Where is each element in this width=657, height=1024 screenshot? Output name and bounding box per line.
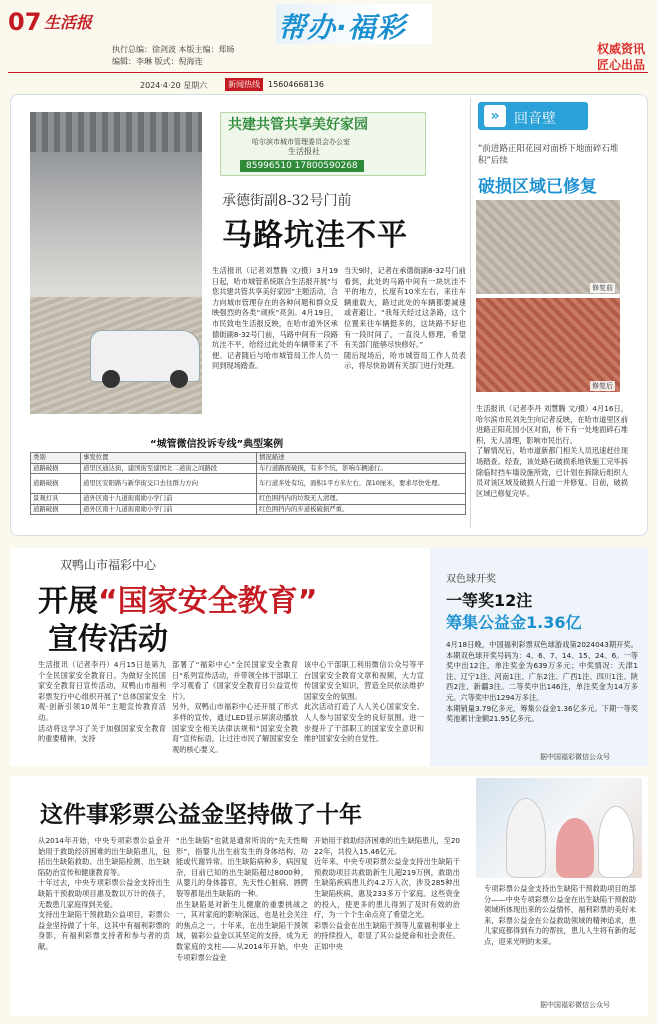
lottery-body: 4月18日晚，中国福利彩票双色球游戏第2024043期开奖。本期双色球开奖号码为：4、6、7、14、15、24、6。一等奖中出12注，单注奖金为639万多元；中奖情况：天津1注、辽宁1注、河南1注、广东2注、广西1注、四川1注、陕西2注、新疆3注。二等奖中出146注，单注奖金为14万多元。六等奖中出1294万多注。 本期销量3.79亿多元，筹集公益金1.36亿多元。下期一等奖奖池累计金额21.95亿多元。 <box>446 640 638 724</box>
table-cell: 景观灯具 <box>31 494 81 505</box>
lottery-headline-1: 一等奖12注 <box>446 591 533 610</box>
story2-headline-pre: 开展 <box>38 584 98 619</box>
editors-line-2: 编辑：李琳 版式：倪海连 <box>112 57 203 66</box>
story3-column-3: 开始用于救助经济困难的出生缺陷患儿，至2022年，共投入15.46亿元。 近年来，中央专项彩票公益金支持出生缺陷干预救助项目共救助新生儿超219万例，救助出生缺陷疾病患儿约4.2万人次，涉及285种出生缺陷疾病，惠及233多万个家庭。这些资金的投入，使更多的患儿得到了及时有效的治疗，为一个个生命点亮了希望之光。 彩票公益金在出生缺陷干预等儿童福利事业上的持续投入，彰显了其公益使命和社会责任。正如中央 <box>314 836 460 951</box>
campaign-logo-sub: 生活报社 <box>288 147 320 156</box>
table-cell: 道路破损 <box>31 474 81 494</box>
before-repair-caption: 修复前 <box>592 284 613 292</box>
editors-line-1: 执行总编：徐剑波 本版主编：郑旸 <box>112 45 235 54</box>
table-cell: 道外区南十九道街南勋小学门前 <box>81 504 257 515</box>
paper-name: 生活报 <box>44 13 93 32</box>
after-repair-caption: 修复后 <box>592 382 613 390</box>
table-header: 情况描述 <box>257 453 466 464</box>
review-kicker: “前进路正阳花园对面桥下地面碎石堆积”后续 <box>478 144 619 166</box>
slogan-line-1: 权威资讯 <box>596 42 645 56</box>
page-number: 07 <box>8 8 42 36</box>
table-row <box>31 474 466 494</box>
before-repair-photo <box>476 200 620 294</box>
campaign-logo-title: 共建共管共享美好家园 <box>228 117 368 133</box>
double-chevron-icon: » <box>484 105 506 127</box>
table-header-row <box>31 453 466 464</box>
table-cell: 道里区通达街，建国街至建国北二道街之间路段 <box>81 463 257 474</box>
table-cell: 红色围挡内的垃圾无人清理。 <box>257 494 466 505</box>
story3-column-1: 从2014年开始，中央专项彩票公益金开始用于救助经济困难的出生缺陷患儿，包括出生缺陷救助、出生缺陷检测、出生缺陷防治宣传和健康教育等。 十年过去，中央专项彩票公益金支持出生缺陷干预救助项目惠及数以万计的孩子，无数患儿家庭得到关爱。 支持出生缺陷干预救助公益项目，彩票公益金坚持做了十年，这其中有福利彩票的身影，有福利彩票支持者和参与者的贡献。 <box>38 836 170 951</box>
table-row <box>31 504 466 515</box>
table-row <box>31 494 466 505</box>
masthead-rule <box>8 72 648 73</box>
story2-column-2: 部署了“福彩中心”全民国家安全教育日“系列宣传活动，并带领全体干部职工学习观看了《国家安全教育日公益宣传片》。 另外，双鸭山市福彩中心还开展了形式多样的宣传，通过LED显示屏滚动播放国家安全相关法律法规和“国家安全教育”宣传标语，让过往市民了解国家安全观的核心要义。 <box>172 660 298 754</box>
story1-headline: 马路坑洼不平 <box>222 218 408 253</box>
table-row <box>31 463 466 474</box>
table-header: 事发位置 <box>81 453 257 464</box>
lottery-source: 据中国福彩微信公众号 <box>540 753 610 761</box>
table-cell: 红色围挡内的步道板破损严重。 <box>257 504 466 515</box>
cases-table <box>30 452 466 515</box>
campaign-logo-org: 哈尔滨市城市管理委员会办公室 <box>252 138 350 146</box>
column-divider <box>470 98 471 528</box>
story2-column-1: 生活报讯（记者李丹）4月15日是第九个全民国家安全教育日。为做好全民国家安全教育日宣传活动，双鸭山市福利彩票发行中心组织开展了“总体国家安全观·创新引领10周年”主题宣传教育活动。 活动将这学习了关于加强国家安全教育的重要精神，支持 <box>38 660 166 744</box>
story2-headline-quote: “国家安全教育” <box>98 584 318 619</box>
review-body: 生活报讯（记者李丹 刘慧腾 文/摄）4月16日，哈尔滨市民刘先生向记者反映，在哈市道里区前进路正阳花园小区对面，桥下有一处地面碎石堆积，无人清理，影响市民出行。 了解情况后，哈市道新都门相关人员迅速赶往现场踏查。经查，该处路石破损系地铁施工完毕拆除临时挡车墙设施所致，已计划在拆除后组织人员对该区域及破损人行道一并修复。目前，破损区域已修复完毕。 <box>476 404 628 498</box>
story1-column-1: 生活报讯（记者刘慧腾 文/摄）3月19日起，哈市城管系统联合生活报开展“与您共建共管共享美好家园”主题活动，合力向城市管理存在的各种问题和群众反映强烈的各类“顽疾”亮剑。4月19日，市民致电生活报反映，在哈市道外区承德街副8-32号门前，马路中间有一段路坑洼不平，给经过此处的车辆带来了不便。记者随后与哈市城管局工作人员一同到现场踏查。 <box>212 266 338 371</box>
table-cell: 道里区安阳路与新华街交口去往群力方向 <box>81 474 257 494</box>
table-cell: 道路破损 <box>31 504 81 515</box>
medical-checkup-photo <box>476 778 642 878</box>
story1-column-2: 当天9时，记者在承德街副8-32号门前看到，此处的马路中间有一块坑洼不平的地方，长度有10米左右，来往车辆重载大，路过此处的车辆都要减速或者避让。“我每天经过这条路，这个位置来往车辆挺多的，这块路不好也有一段时间了，一直没人修理，希望有关部门能够尽快修好。” 随后现场后，哈市城管局工作人员表示，将尽快协调有关部门进行处理。 <box>344 266 466 371</box>
issue-date: 2024·4·20 星期六 <box>140 81 208 90</box>
lottery-headline-2: 筹集公益金1.36亿 <box>446 613 582 632</box>
table-cell: 道路破损 <box>31 463 81 474</box>
hotline-number: 15604668136 <box>268 80 324 89</box>
review-headline: 破损区域已修复 <box>478 177 597 197</box>
story3-column-4: 专项彩票公益金支持出生缺陷干预救助项目的部分——中央专项彩票公益金在出生缺陷干预救助领域所体现出来的公益情怀，福利彩票的美好未来，彩票公益金在公益救助领域的精神追求，患儿家庭都得到有力的帮扶，患儿人生将有新的起点，迎来光明的未来。 <box>484 884 636 946</box>
lottery-kicker: 双色球开奖 <box>446 574 496 585</box>
hotline-label: 新闻热线 <box>225 78 263 91</box>
story2-headline-line-2: 宣传活动 <box>48 622 168 657</box>
slogan-line-2: 匠心出品 <box>596 58 645 72</box>
table-cell: 车行道多处有坑，面积1平方米左右，深10厘米，要求尽快处理。 <box>257 474 466 494</box>
review-tag-label: 回音壁 <box>514 111 556 127</box>
story3-headline: 这件事彩票公益金坚持做了十年 <box>40 802 362 828</box>
story1-kicker: 承德街副8-32号门前 <box>222 193 352 209</box>
cases-table-title: “城管微信投诉专线”典型案例 <box>150 439 284 450</box>
campaign-logo-phones: 85996510 17800590268 <box>240 160 364 172</box>
story3-source: 据中国福彩微信公众号 <box>540 1001 610 1009</box>
section-title: 帮办·福彩 <box>278 11 406 44</box>
road-photo <box>30 112 202 414</box>
story2-kicker: 双鸭山市福彩中心 <box>60 558 157 572</box>
story2-column-3: 该中心干部职工利用微信公众号等平台国家安全教育文章和视频，大力宣传国家安全知识，营造全民依法维护国家安全的氛围。 此次活动打造了人人关心国家安全、人人参与国家安全的良好氛围，进一步提升了干部职工的国家安全意识和维护国家安全的自觉性。 <box>304 660 424 744</box>
after-repair-photo <box>476 298 620 392</box>
table-cell: 道外区南十九道街南勋小学门前 <box>81 494 257 505</box>
table-cell: 车行道路面破损，有多个坑，影响车辆通行。 <box>257 463 466 474</box>
table-header: 类别 <box>31 453 81 464</box>
story3-column-2: “出生缺陷”也就是通常所说的“先天性畸形”，指婴儿出生前发生的身体结构、功能或代谢异常。出生缺陷病种多，病因复杂，目前已知的出生缺陷超过8000种，从婴儿的身体器官，先天性心脏病、唇腭裂等都是出生缺陷的一种。 出生缺陷是对新生儿健康的重要挑战之一，其对家庭的影响深远，也是社会关注的焦点之一。十年来，在出生缺陷干预领域，福彩公益金以其坚定的支持，成为无数家庭的支柱——从2014年开始，中央专项彩票公益金 <box>176 836 308 962</box>
